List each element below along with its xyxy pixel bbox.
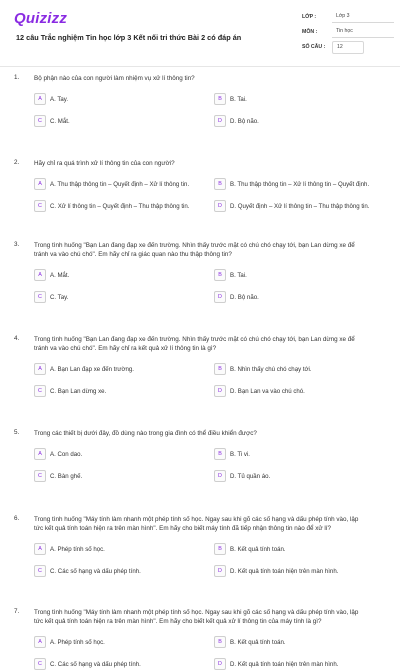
answer-text: D. Bộ não. <box>230 117 259 125</box>
answer-option[interactable] <box>214 565 386 577</box>
question-item <box>0 335 400 397</box>
answer-text: C. Các số hạng và dấu phép tính. <box>50 567 141 575</box>
answer-option[interactable] <box>214 543 386 555</box>
class-label: LỚP : <box>302 14 317 20</box>
answer-letter-box[interactable]: B <box>214 636 226 648</box>
question-item <box>0 74 400 127</box>
answer-letter-box[interactable]: B <box>214 178 226 190</box>
answer-text: B. Kết quả tính toán. <box>230 545 286 553</box>
question-number: 1. <box>14 74 20 81</box>
answer-letter-box[interactable]: C <box>34 291 46 303</box>
answer-options <box>34 636 386 670</box>
answer-text: A. Bạn Lan đạp xe đến trường. <box>50 365 134 373</box>
answer-option[interactable] <box>214 636 386 648</box>
answer-text: A. Phép tính số học. <box>50 545 105 553</box>
question-text: Trong tình huống "Bạn Lan đang đạp xe đến trường. Nhìn thấy trước mặt có chú chó chạy tới, bạn Lan dừng xe để tránh va vào chú chó". Em hãy chỉ ra giác quan nào thu thập thông tin? <box>34 242 355 258</box>
question-number: 7. <box>14 608 20 615</box>
count-label: SỐ CÂU : <box>302 44 326 50</box>
answer-option[interactable] <box>34 385 206 397</box>
answer-letter-box[interactable]: D <box>214 565 226 577</box>
answer-letter-box[interactable]: A <box>34 543 46 555</box>
answer-letter-box[interactable]: D <box>214 291 226 303</box>
question-number: 6. <box>14 515 20 522</box>
question-item <box>0 159 400 212</box>
answer-text: C. Bạn Lan dừng xe. <box>50 387 107 395</box>
question-item <box>0 429 400 482</box>
answer-option[interactable] <box>34 291 206 303</box>
worksheet-header <box>0 0 400 64</box>
subject-value: Tin học <box>332 26 394 38</box>
answer-option[interactable] <box>34 470 206 482</box>
answer-options <box>34 93 386 127</box>
answer-letter-box[interactable]: D <box>214 200 226 212</box>
answer-option[interactable] <box>214 200 386 212</box>
answer-text: A. Con dao. <box>50 450 83 458</box>
answer-option[interactable] <box>34 93 206 105</box>
question-number: 2. <box>14 159 20 166</box>
answer-text: A. Phép tính số học. <box>50 638 105 646</box>
question-item <box>0 608 400 670</box>
answer-option[interactable] <box>214 470 386 482</box>
answer-option[interactable] <box>34 636 206 648</box>
question-text: Trong tình huống "Máy tính làm nhanh một phép tính số học. Ngay sau khi gõ các số hạng và dấu phép tính vào, lập tức kết quả tính toán hiện ra trên màn hình". Em hãy cho biết máy tính đã tiếp nhận thông tin nào để xử lí? <box>34 516 359 532</box>
answer-option[interactable] <box>214 385 386 397</box>
answer-text: A. Tay. <box>50 95 69 103</box>
question-item <box>0 241 400 303</box>
meta-subject-row <box>302 25 394 39</box>
question-text: Trong tình huống "Bạn Lan đang đạp xe đến trường. Nhìn thấy trước mặt có chú chó chạy tới, bạn Lan dừng xe để tránh va vào chú chó". Em hãy chỉ ra kết quả xử lí thông tin là gì? <box>34 336 355 352</box>
answer-text: C. Các số hạng và dấu phép tính. <box>50 660 141 668</box>
answer-text: B. Kết quả tính toán. <box>230 638 286 646</box>
answer-option[interactable] <box>34 565 206 577</box>
answer-option[interactable] <box>34 658 206 670</box>
answer-letter-box[interactable]: D <box>214 115 226 127</box>
answer-option[interactable] <box>214 448 386 460</box>
answer-letter-box[interactable]: B <box>214 448 226 460</box>
answer-text: D. Bạn Lan va vào chú chó. <box>230 387 305 395</box>
question-list <box>0 74 400 670</box>
answer-options <box>34 363 386 397</box>
answer-letter-box[interactable]: A <box>34 269 46 281</box>
answer-text: D. Tủ quần áo. <box>230 472 271 480</box>
count-value: 12 <box>332 41 364 54</box>
worksheet-meta <box>302 10 394 55</box>
answer-text: D. Kết quả tính toán hiện trên màn hình. <box>230 660 339 668</box>
answer-letter-box[interactable]: A <box>34 448 46 460</box>
document-title: 12 câu Trắc nghiệm Tin học lớp 3 Kết nối tri thức Bài 2 có đáp án <box>16 33 242 42</box>
answer-option[interactable] <box>34 269 206 281</box>
answer-text: C. Bàn ghế. <box>50 472 83 480</box>
answer-text: D. Kết quả tính toán hiện trên màn hình. <box>230 567 339 575</box>
answer-letter-box[interactable]: C <box>34 385 46 397</box>
answer-option[interactable] <box>214 93 386 105</box>
answer-text: D. Bộ não. <box>230 293 259 301</box>
answer-option[interactable] <box>34 115 206 127</box>
answer-letter-box[interactable]: C <box>34 115 46 127</box>
question-number: 4. <box>14 335 20 342</box>
answer-letter-box[interactable]: D <box>214 470 226 482</box>
meta-count-row <box>302 40 394 54</box>
answer-options <box>34 543 386 577</box>
answer-option[interactable] <box>214 363 386 375</box>
answer-letter-box[interactable]: A <box>34 636 46 648</box>
question-text: Trong các thiết bị dưới đây, đồ dùng nào trong gia đình có thể điều khiển được? <box>34 430 257 437</box>
answer-letter-box[interactable]: C <box>34 200 46 212</box>
answer-text: C. Mắt. <box>50 117 70 125</box>
answer-option[interactable] <box>34 448 206 460</box>
subject-label: MÔN : <box>302 29 318 35</box>
answer-text: B. Ti vi. <box>230 450 250 458</box>
answer-option[interactable] <box>34 543 206 555</box>
question-text: Hãy chỉ ra quá trình xử lí thông tin của con người? <box>34 160 175 167</box>
answer-letter-box[interactable]: B <box>214 93 226 105</box>
answer-options <box>34 178 386 212</box>
answer-text: A. Thu thập thông tin – Quyết định – Xử lí thông tin. <box>50 180 190 188</box>
question-number: 5. <box>14 429 20 436</box>
answer-text: B. Tai. <box>230 95 247 103</box>
answer-letter-box[interactable]: C <box>34 565 46 577</box>
question-text: Bộ phận nào của con người làm nhiệm vụ xử lí thông tin? <box>34 75 195 82</box>
answer-letter-box[interactable]: A <box>34 93 46 105</box>
question-text: Trong tình huống "Máy tính làm nhanh một phép tính số học. Ngay sau khi gõ các số hạng và dấu phép tính vào, lập tức kết quả tính toán hiện ra trên màn hình". Em hãy cho biết kết quả xử lí thông tin của máy tính là gì? <box>34 609 359 625</box>
answer-letter-box[interactable]: C <box>34 470 46 482</box>
answer-letter-box[interactable]: A <box>34 178 46 190</box>
answer-text: B. Nhìn thấy chú chó chạy tới. <box>230 365 312 373</box>
answer-text: A. Mắt. <box>50 271 70 279</box>
class-value: Lớp 3 <box>332 11 394 23</box>
answer-option[interactable] <box>214 291 386 303</box>
answer-text: D. Quyết định – Xử lí thông tin – Thu thập thông tin. <box>230 202 370 210</box>
answer-letter-box[interactable]: D <box>214 658 226 670</box>
answer-letter-box[interactable]: B <box>214 269 226 281</box>
logo-text: Quizizz <box>14 10 68 27</box>
answer-options <box>34 448 386 482</box>
answer-letter-box[interactable]: B <box>214 363 226 375</box>
answer-letter-box[interactable]: A <box>34 363 46 375</box>
meta-class-row <box>302 10 394 24</box>
answer-text: B. Tai. <box>230 271 247 279</box>
answer-text: B. Thu thập thông tin – Xử lí thông tin – Quyết định. <box>230 180 370 188</box>
answer-text: C. Xử lí thông tin – Quyết định – Thu thập thông tin. <box>50 202 190 210</box>
answer-letter-box[interactable]: C <box>34 658 46 670</box>
header-divider <box>0 66 400 67</box>
answer-option[interactable] <box>214 178 386 190</box>
answer-option[interactable] <box>34 363 206 375</box>
answer-option[interactable] <box>214 115 386 127</box>
question-number: 3. <box>14 241 20 248</box>
answer-letter-box[interactable]: B <box>214 543 226 555</box>
question-item <box>0 515 400 577</box>
quizizz-logo <box>14 10 67 27</box>
answer-options <box>34 269 386 303</box>
answer-option[interactable] <box>214 269 386 281</box>
answer-letter-box[interactable]: D <box>214 385 226 397</box>
answer-option[interactable] <box>34 178 206 190</box>
answer-option[interactable] <box>214 658 386 670</box>
answer-option[interactable] <box>34 200 206 212</box>
answer-text: C. Tay. <box>50 293 69 301</box>
